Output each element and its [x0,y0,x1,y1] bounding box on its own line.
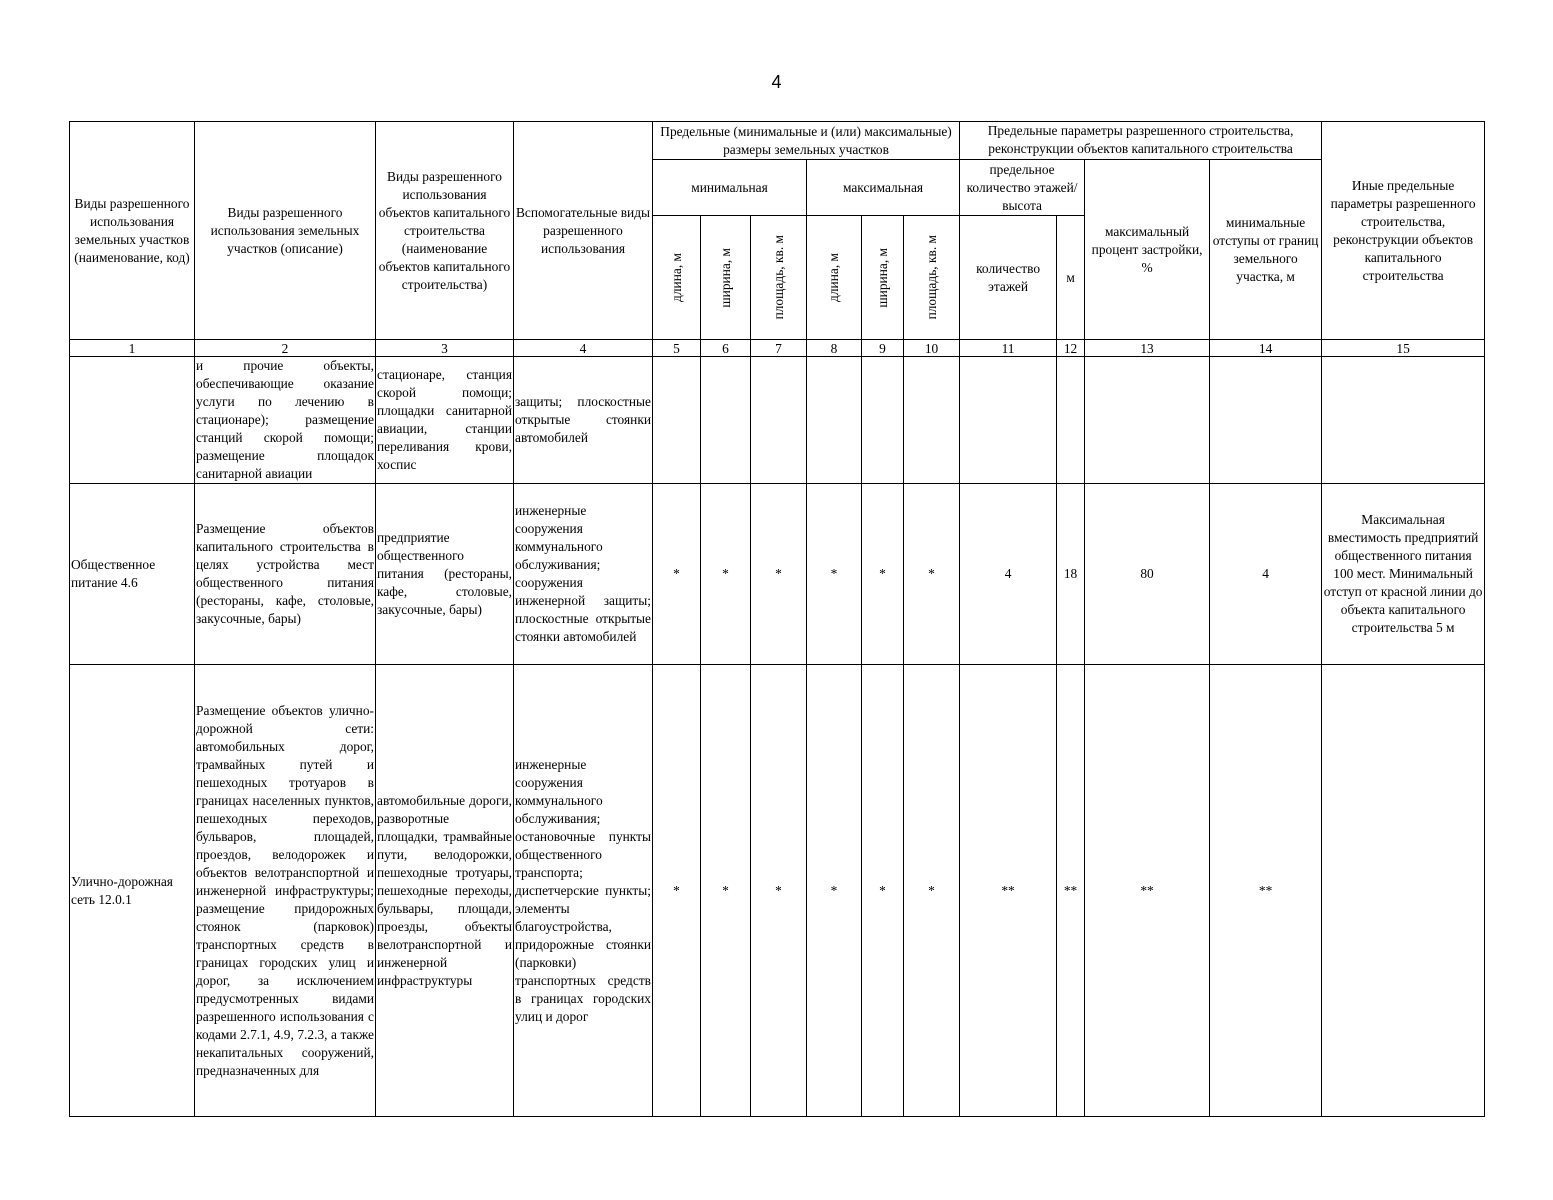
cell-auxiliary-use: инженерные сооружения коммунального обслуживания; остановочные пункты общественного транспорта; диспетчерские пункты; элементы благоустройства, придорожные стоянки (парковки) транспортных средств в границах городских улиц и дорог [514,665,653,1117]
cell-land-use-name [70,357,195,484]
header-row-1 [70,122,1485,160]
cell-floors: 4 [960,484,1057,665]
cell-max-width: * [862,665,904,1117]
header-floors: количество этажей [960,216,1057,340]
cell-min-width [701,357,751,484]
column-number: 6 [701,340,751,357]
cell-min-offsets [1210,357,1322,484]
header-col4: Вспомогательные виды разрешенного использования [514,122,653,340]
header-floors-height: предельное количество этажей/высота [960,160,1085,216]
cell-land-use-name: Улично-дорожная сеть 12.0.1 [70,665,195,1117]
cell-height: 18 [1057,484,1085,665]
column-number: 4 [514,340,653,357]
column-number: 11 [960,340,1057,357]
cell-min-offsets: 4 [1210,484,1322,665]
cell-height [1057,357,1085,484]
column-number: 15 [1322,340,1485,357]
header-col1: Виды разрешенного использования земельных участков (наименование, код) [70,122,195,340]
column-number: 10 [904,340,960,357]
column-number: 1 [70,340,195,357]
cell-height: ** [1057,665,1085,1117]
cell-max-length [807,357,862,484]
header-max-area: площадь, кв. м [904,216,960,340]
header-min-width: ширина, м [701,216,751,340]
cell-land-use-description: Размещение объектов капитального строительства в целях устройства мест общественного питания (рестораны, кафе, столовые, закусочные, бары) [195,484,376,665]
header-max-width: ширина, м [862,216,904,340]
cell-max-area: * [904,484,960,665]
cell-other-params [1322,665,1485,1117]
header-max: максимальная [807,160,960,216]
column-number: 2 [195,340,376,357]
cell-floors [960,357,1057,484]
column-numbers-row [70,340,1485,357]
table-row [70,665,1485,1117]
header-group-sizes: Предельные (минимальные и (или) максимальные) размеры земельных участков [653,122,960,160]
cell-min-length [653,357,701,484]
header-max-length: длина, м [807,216,862,340]
cell-max-percent: ** [1085,665,1210,1117]
cell-min-width: * [701,665,751,1117]
cell-max-width [862,357,904,484]
column-number: 8 [807,340,862,357]
cell-building-use: предприятие общественного питания (рестораны, кафе, столовые, закусочные, бары) [376,484,514,665]
cell-max-width: * [862,484,904,665]
cell-auxiliary-use: защиты; плоскостные открытые стоянки автомобилей [514,357,653,484]
table-row [70,357,1485,484]
header-min-offsets: минимальные отступы от границ земельного участка, м [1210,160,1322,340]
cell-min-length: * [653,665,701,1117]
cell-max-percent: 80 [1085,484,1210,665]
cell-other-params: Максимальная вместимость предприятий общественного питания 100 мест. Минимальный отступ от красной линии до объекта капитального строительства 5 м [1322,484,1485,665]
header-meters: м [1057,216,1085,340]
cell-land-use-name: Общественное питание 4.6 [70,484,195,665]
cell-building-use: автомобильные дороги, разворотные площадки, трамвайные пути, велодорожки, пешеходные тротуары, пешеходные переходы, бульвары, площади, проезды, объекты велотранспортной и инженерной инфраструктуры [376,665,514,1117]
cell-max-length: * [807,484,862,665]
column-number: 14 [1210,340,1322,357]
column-number: 12 [1057,340,1085,357]
column-number: 5 [653,340,701,357]
page-number: 4 [771,72,782,92]
column-number: 9 [862,340,904,357]
cell-max-area [904,357,960,484]
cell-min-area: * [751,484,807,665]
cell-min-length: * [653,484,701,665]
cell-min-offsets: ** [1210,665,1322,1117]
cell-min-area: * [751,665,807,1117]
column-number: 7 [751,340,807,357]
header-max-percent: максимальный процент застройки, % [1085,160,1210,340]
table-row [70,484,1485,665]
cell-min-area [751,357,807,484]
header-min-area: площадь, кв. м [751,216,807,340]
cell-max-length: * [807,665,862,1117]
cell-other-params [1322,357,1485,484]
header-min-length: длина, м [653,216,701,340]
header-col2: Виды разрешенного использования земельных участков (описание) [195,122,376,340]
header-group-params: Предельные параметры разрешенного строительства, реконструкции объектов капитального строительства [960,122,1322,160]
column-number: 3 [376,340,514,357]
header-col15: Иные предельные параметры разрешенного строительства, реконструкции объектов капитального строительства [1322,122,1485,340]
cell-land-use-description: и прочие объекты, обеспечивающие оказание услуги по лечению в стационаре); размещение станций скорой помощи; размещение площадок санитарной авиации [195,357,376,484]
land-use-table [69,121,1485,1117]
cell-min-width: * [701,484,751,665]
cell-floors: ** [960,665,1057,1117]
cell-auxiliary-use: инженерные сооружения коммунального обслуживания; сооружения инженерной защиты; плоскостные открытые стоянки автомобилей [514,484,653,665]
column-number: 13 [1085,340,1210,357]
cell-max-area: * [904,665,960,1117]
header-min: минимальная [653,160,807,216]
cell-land-use-description: Размещение объектов улично-дорожной сети: автомобильных дорог, трамвайных путей и пешеходных тротуаров в границах населенных пунктов, пешеходных переходов, бульваров, площадей, проездов, велодорожек и объектов велотранспортной и инженерной инфраструктуры; размещение придорожных стоянок (парковок) транспортных средств в границах городских улиц и дорог, за исключением предусмотренных видами разрешенного использования с кодами 2.7.1, 4.9, 7.2.3, а также некапитальных сооружений, предназначенных для [195,665,376,1117]
cell-building-use: стационаре, станция скорой помощи; площадки санитарной авиации, станции переливания крови, хоспис [376,357,514,484]
header-col3: Виды разрешенного использования объектов капитального строительства (наименование объектов капитального строительства) [376,122,514,340]
cell-max-percent [1085,357,1210,484]
